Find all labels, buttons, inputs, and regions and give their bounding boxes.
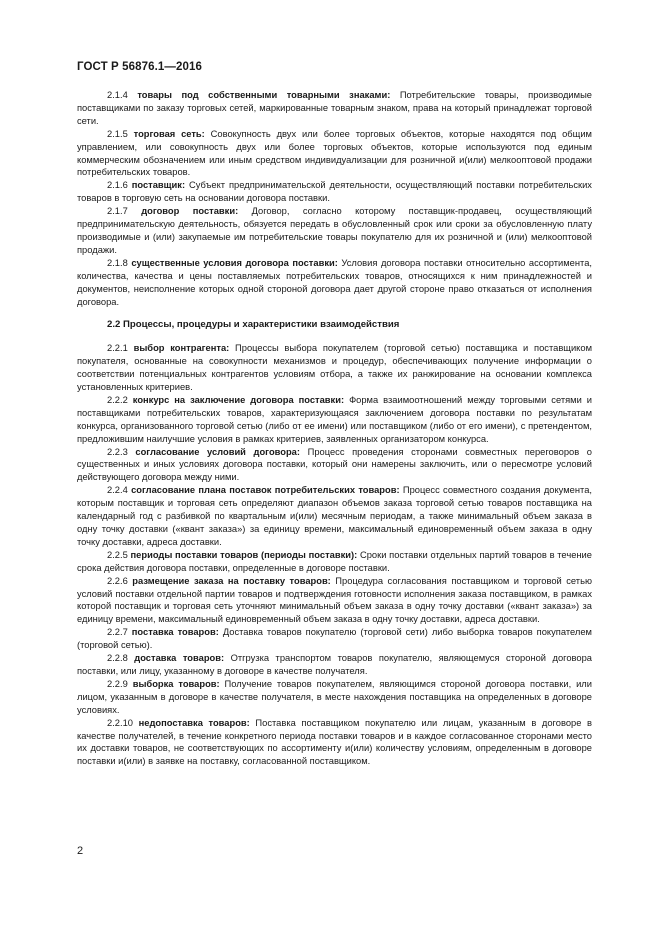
clause-number: 2.2.2: [107, 394, 128, 405]
definition-paragraph: [77, 205, 592, 257]
definition-text: Процедура согласования поставщиком и торговой сетью условий поставки отдельной партии товаров и подтверждения готовности исполнения заказа поставщиком, в рамках которой поставщик и торговая сеть уточняют минимальный объем заказа в одну точку доставки («квант заказа») за единицу времени, максимальный единовременный объем заказа в одну точку доставки, адреса доставки.: [77, 575, 592, 625]
definition-paragraph: [77, 678, 592, 717]
definition-text: Доставка товаров покупателю (торговой сети) либо выборка товаров покупателем (торговой сетью).: [77, 627, 592, 651]
clause-number: 2.2.3: [107, 446, 128, 457]
definition-paragraph: [77, 626, 592, 652]
defined-term: размещение заказа на поставку товаров:: [132, 575, 331, 586]
defined-term: доставка товаров:: [134, 653, 225, 664]
definition-paragraph: [77, 128, 592, 180]
clause-number: 2.2.9: [107, 678, 128, 689]
definition-paragraph: [77, 257, 592, 309]
clause-number: 2.1.6: [107, 180, 128, 191]
clause-number: 2.2.5: [107, 549, 128, 560]
definition-text: Совокупность двух или более торговых объектов, которые находятся под общим управлением, или совокупность двух или более торговых объектов, которые используются под единым коммерческим обозначением или иным средством индивидуализации для розничной и(или) мелкооптовой продажи потребительских товаров.: [77, 128, 592, 178]
clause-number: 2.1.4: [107, 90, 128, 100]
defined-term: существенные условия договора поставки:: [131, 257, 338, 268]
defined-term: согласование плана поставок потребительских товаров:: [131, 485, 400, 496]
defined-term: поставщик:: [131, 180, 186, 191]
definition-paragraph: [77, 394, 592, 446]
defined-term: согласование условий договора:: [135, 446, 300, 457]
clause-number: 2.2.4: [107, 485, 128, 496]
defined-term: конкурс на заключение договора поставки:: [132, 394, 345, 405]
definition-text: Отгрузка транспортом товаров покупателю, являющемуся стороной договора поставки, или лицу, указанному в договоре в качестве получателя.: [77, 653, 592, 676]
definition-text: Получение товаров покупателем, являющимся стороной договора поставки, или лицом, указанным в договоре в качестве получателя, в месте нахождения поставщика на определенных в договоре условиях.: [77, 678, 592, 715]
clause-number: 2.1.5: [107, 128, 128, 139]
defined-term: выбор контрагента:: [133, 343, 230, 354]
clause-number: 2.1.8: [107, 257, 128, 268]
clause-number: 2.2.6: [107, 575, 128, 586]
definition-text: Потребительские товары, производимые поставщиками по заказу торговых сетей, маркированные товарным знаком, права на который принадлежат торговой сети.: [77, 90, 592, 126]
definition-text: Процессы выбора покупателем (торговой сетью) поставщика и поставщиком покупателя, основанные на совокупности механизмов и процедур, обеспечивающих получение информации о соответствии потенциальных контрагентов условиям отбора, а также их ранжирование на основании комплекса установленных критериев.: [77, 343, 592, 393]
definition-paragraph: [77, 342, 592, 394]
definition-text: Процесс совместного создания документа, которым поставщик и торговая сеть определяют диапазон объемов заказа торговой сетью товаров поставщика на календарный год с разбивкой по квартальным и(или) месячным периодам, а также минимальный объем заказа в одну точку доставки («квант заказа») за единицу времени, максимальный единовременный объем заказа в одну точку доставки, адреса доставки.: [77, 485, 592, 547]
definition-text: Сроки поставки отдельных партий товаров в течение срока действия договора поставки, определенные в договоре поставки.: [77, 549, 592, 573]
clause-number: 2.2.7: [107, 627, 128, 638]
definition-text: Поставка поставщиком покупателю или лицам, указанным в договоре в качестве получателей, в течение конкретного периода поставки товаров и в каждое согласованное сторонами место их доставки товаров, не соответствующих по ассортименту и(или) количеству условиям, определенным в договоре поставки и(или) в заявке на поставку, согласованной поставщиком.: [77, 717, 592, 767]
definition-paragraph: [77, 549, 592, 575]
definition-paragraph: [77, 446, 592, 485]
standard-header: ГОСТ Р 56876.1—2016: [77, 61, 202, 73]
defined-term: договор поставки:: [141, 206, 239, 217]
definition-paragraph: [77, 89, 592, 128]
document-body: [77, 89, 592, 768]
defined-term: периоды поставки товаров (периоды поставки):: [130, 549, 358, 560]
definition-text: Условия договора поставки относительно ассортимента, количества, качества и цены поставляемых потребительских товаров, относящихся к ним принадлежностей и документов, неисполнение которых одной стороной договора дает другой стороне право отказаться от исполнения договора.: [77, 257, 592, 307]
section-heading: 2.2 Процессы, процедуры и характеристики взаимодействия: [107, 319, 400, 331]
definition-text: Форма взаимоотношений между торговыми сетями и поставщиками потребительских товаров, характеризующаяся заключением договора поставки по результатам конкурса, организованного торговой сетью (либо от ее имени) или поставщиком (либо от его имени), с претендентом, предложившим наилучшие условия в рамках критериев, заявленных организатором конкурса.: [77, 394, 592, 444]
definition-paragraph: [77, 717, 592, 769]
defined-term: выборка товаров:: [132, 678, 220, 689]
clause-number: 2.2.1: [107, 343, 128, 354]
defined-term: торговая сеть:: [133, 128, 205, 139]
defined-term: товары под собственными товарными знаками:: [137, 90, 391, 100]
definition-text: Субъект предпринимательской деятельности, осуществляющий поставки потребительских товаров в торговую сеть на основании договора поставки.: [77, 180, 592, 204]
defined-term: поставка товаров:: [131, 627, 219, 638]
clause-number: 2.2.8: [107, 653, 128, 664]
definition-paragraph: [77, 179, 592, 205]
definition-paragraph: [77, 575, 592, 627]
clause-number: 2.2.10: [107, 717, 133, 728]
definition-text: Договор, согласно которому поставщик-продавец, осуществляющий предпринимательскую деятельность, обязуется передать в обусловленный срок или сроки за обусловленную плату производимые и (или) закупаемые им потребительские товары покупателю для их розничной и (или) мелкооптовой продажи.: [77, 206, 592, 255]
defined-term: недопоставка товаров:: [138, 717, 250, 728]
definition-text: Процесс проведения сторонами совместных переговоров о существенных и иных условиях договора поставки, который они намерены заключить, или о пересмотре условий действующего договора между ними.: [77, 446, 592, 483]
definition-paragraph: [77, 484, 592, 549]
page-number: 2: [77, 845, 84, 857]
clause-number: 2.1.7: [107, 206, 128, 217]
definition-paragraph: [77, 652, 592, 678]
